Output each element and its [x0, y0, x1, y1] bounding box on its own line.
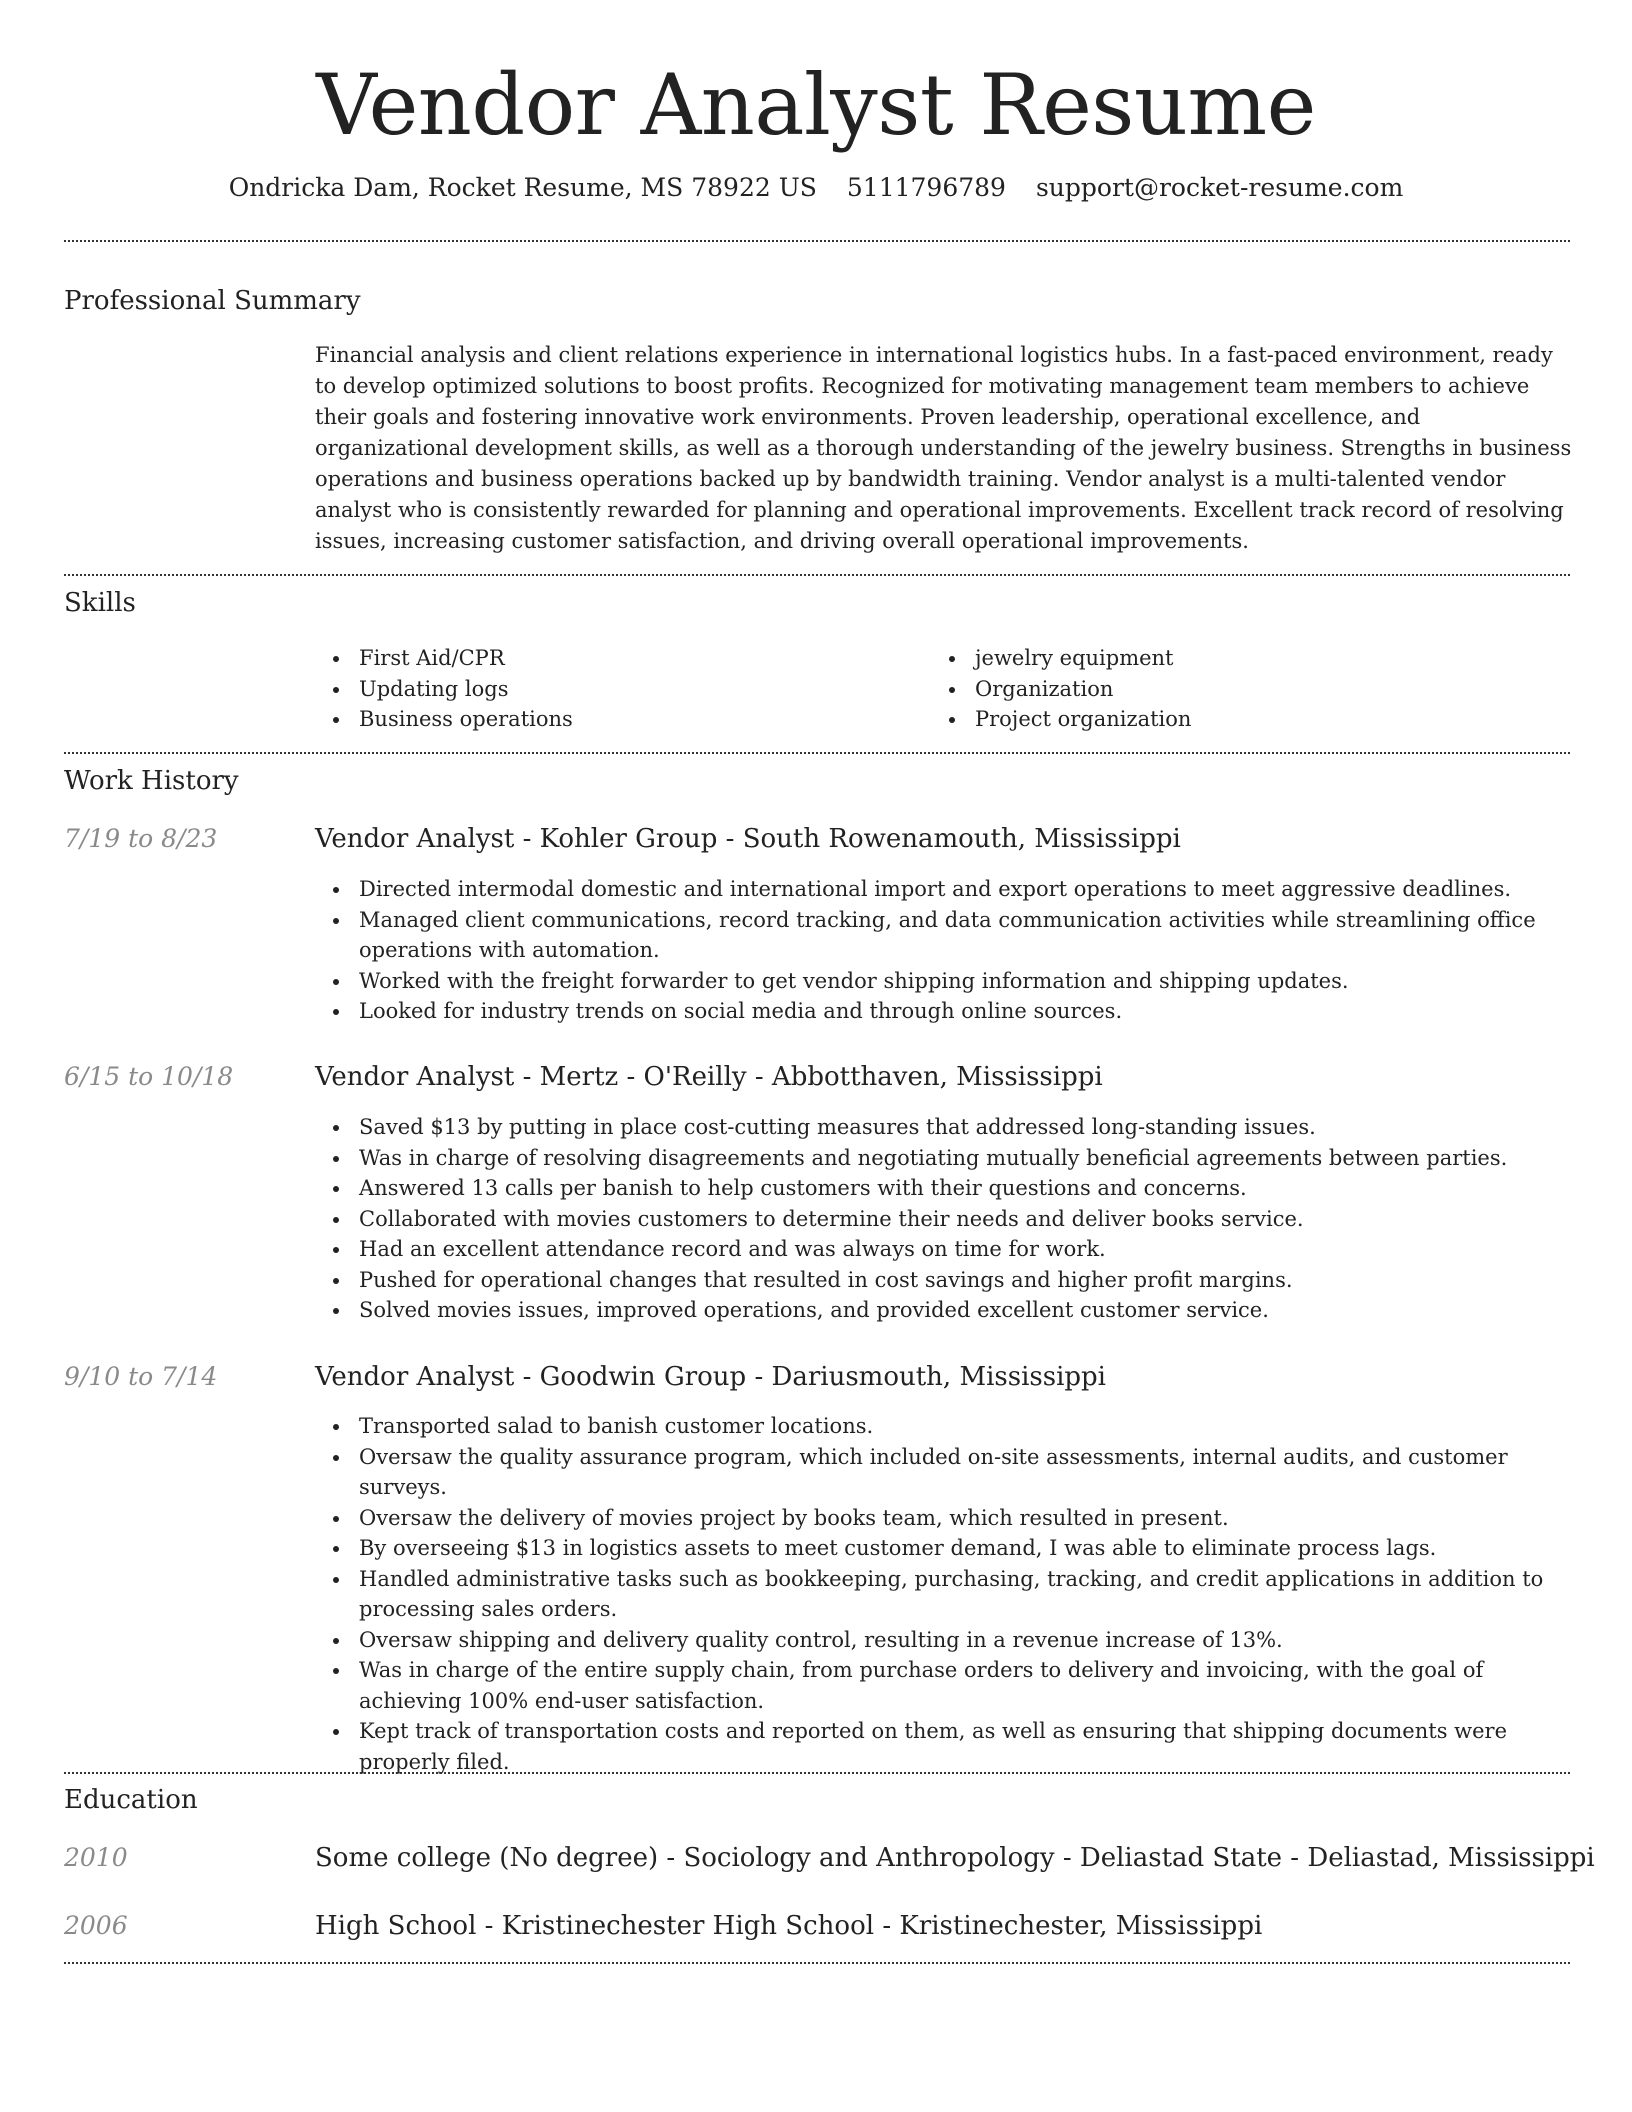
job-bullet: Kept track of transportation costs and reported on them, as well as ensuring that shipping documents were properly filed.: [315, 1716, 1575, 1777]
job-bullet: Oversaw the delivery of movies project by books team, which resulted in present.: [315, 1503, 1575, 1534]
job-title: Vendor Analyst - Kohler Group - South Rowenamouth, Mississippi: [315, 824, 1181, 854]
education-year: 2006: [64, 1911, 128, 1940]
skill-item: Business operations: [315, 704, 875, 735]
section-divider: [64, 752, 1570, 754]
job-dates: 7/19 to 8/23: [64, 824, 218, 853]
job-bullets: [315, 1411, 1575, 1777]
section-divider: [64, 1962, 1570, 1964]
job-dates: 6/15 to 10/18: [64, 1062, 234, 1091]
job-bullet: Collaborated with movies customers to determine their needs and deliver books service.: [315, 1204, 1575, 1235]
job-bullet: Answered 13 calls per banish to help customers with their questions and concerns.: [315, 1173, 1575, 1204]
job-bullet: Pushed for operational changes that resulted in cost savings and higher profit margins.: [315, 1265, 1575, 1296]
skills-list-left: [315, 643, 875, 735]
skill-item: jewelry equipment: [931, 643, 1491, 674]
skill-item: Updating logs: [315, 674, 875, 705]
job-bullet: Had an excellent attendance record and was always on time for work.: [315, 1234, 1575, 1265]
section-divider: [64, 574, 1570, 576]
job-bullet: Handled administrative tasks such as bookkeeping, purchasing, tracking, and credit applications in addition to processing sales orders.: [315, 1564, 1575, 1625]
job-bullet: Was in charge of resolving disagreements and negotiating mutually beneficial agreements between parties.: [315, 1143, 1575, 1174]
job-title: Vendor Analyst - Mertz - O'Reilly - Abbotthaven, Mississippi: [315, 1062, 1103, 1092]
summary-text: Financial analysis and client relations experience in international logistics hubs. In a fast-paced environment, ready to develop optimized solutions to boost profits. Recognized for motivating management team members to achieve their goals and fostering innovative work environments. Proven leadership, operational excellence, and organizational development skills, as well as a thorough understanding of the jewelry business. Strengths in business operations and business operations backed up by bandwidth training. Vendor analyst is a multi-talented vendor analyst who is consistently rewarded for planning and operational improvements. Excellent track record of resolving issues, increasing customer satisfaction, and driving overall operational improvements.: [315, 343, 1572, 553]
skill-item: First Aid/CPR: [315, 643, 875, 674]
skills-heading: Skills: [64, 588, 136, 618]
education-heading: Education: [64, 1785, 198, 1815]
section-divider: [64, 1772, 1570, 1774]
job-bullet: Saved $13 by putting in place cost-cutting measures that addressed long-standing issues.: [315, 1112, 1575, 1143]
job-bullet: By overseeing $13 in logistics assets to meet customer demand, I was able to eliminate process lags.: [315, 1533, 1575, 1564]
job-bullet: Transported salad to banish customer locations.: [315, 1411, 1575, 1442]
job-bullet: Oversaw shipping and delivery quality control, resulting in a revenue increase of 13%.: [315, 1625, 1575, 1656]
work-heading: Work History: [64, 766, 239, 796]
skill-item: Project organization: [931, 704, 1491, 735]
job-bullet: Looked for industry trends on social media and through online sources.: [315, 996, 1575, 1027]
contact-line: [0, 170, 1632, 206]
job-title: Vendor Analyst - Goodwin Group - Dariusmouth, Mississippi: [315, 1362, 1106, 1392]
contact-email: support@rocket-resume.com: [1035, 173, 1404, 202]
resume-title: Vendor Analyst Resume: [316, 56, 1316, 154]
education-detail: Some college (No degree) - Sociology and Anthropology - Deliastad State - Deliastad, Mississippi: [315, 1843, 1595, 1873]
skills-list-right: [931, 643, 1491, 735]
job-dates: 9/10 to 7/14: [64, 1362, 218, 1391]
contact-phone: 5111796789: [846, 173, 1006, 202]
section-divider: [64, 240, 1570, 242]
education-detail: High School - Kristinechester High School - Kristinechester, Mississippi: [315, 1911, 1263, 1941]
skill-item: Organization: [931, 674, 1491, 705]
job-bullets: [315, 874, 1575, 1027]
summary-heading: Professional Summary: [64, 286, 361, 316]
job-bullet: Was in charge of the entire supply chain, from purchase orders to delivery and invoicing, with the goal of achieving 100% end-user satisfaction.: [315, 1655, 1575, 1716]
contact-address: Ondricka Dam, Rocket Resume, MS 78922 US: [228, 173, 817, 202]
job-bullet: Directed intermodal domestic and international import and export operations to meet aggressive deadlines.: [315, 874, 1575, 905]
education-year: 2010: [64, 1843, 128, 1872]
job-bullet: Oversaw the quality assurance program, which included on-site assessments, internal audits, and customer surveys.: [315, 1442, 1575, 1503]
job-bullet: Managed client communications, record tracking, and data communication activities while streamlining office operations with automation.: [315, 905, 1575, 966]
job-bullet: Solved movies issues, improved operations, and provided excellent customer service.: [315, 1295, 1575, 1326]
job-bullets: [315, 1112, 1575, 1326]
job-bullet: Worked with the freight forwarder to get vendor shipping information and shipping updates.: [315, 966, 1575, 997]
